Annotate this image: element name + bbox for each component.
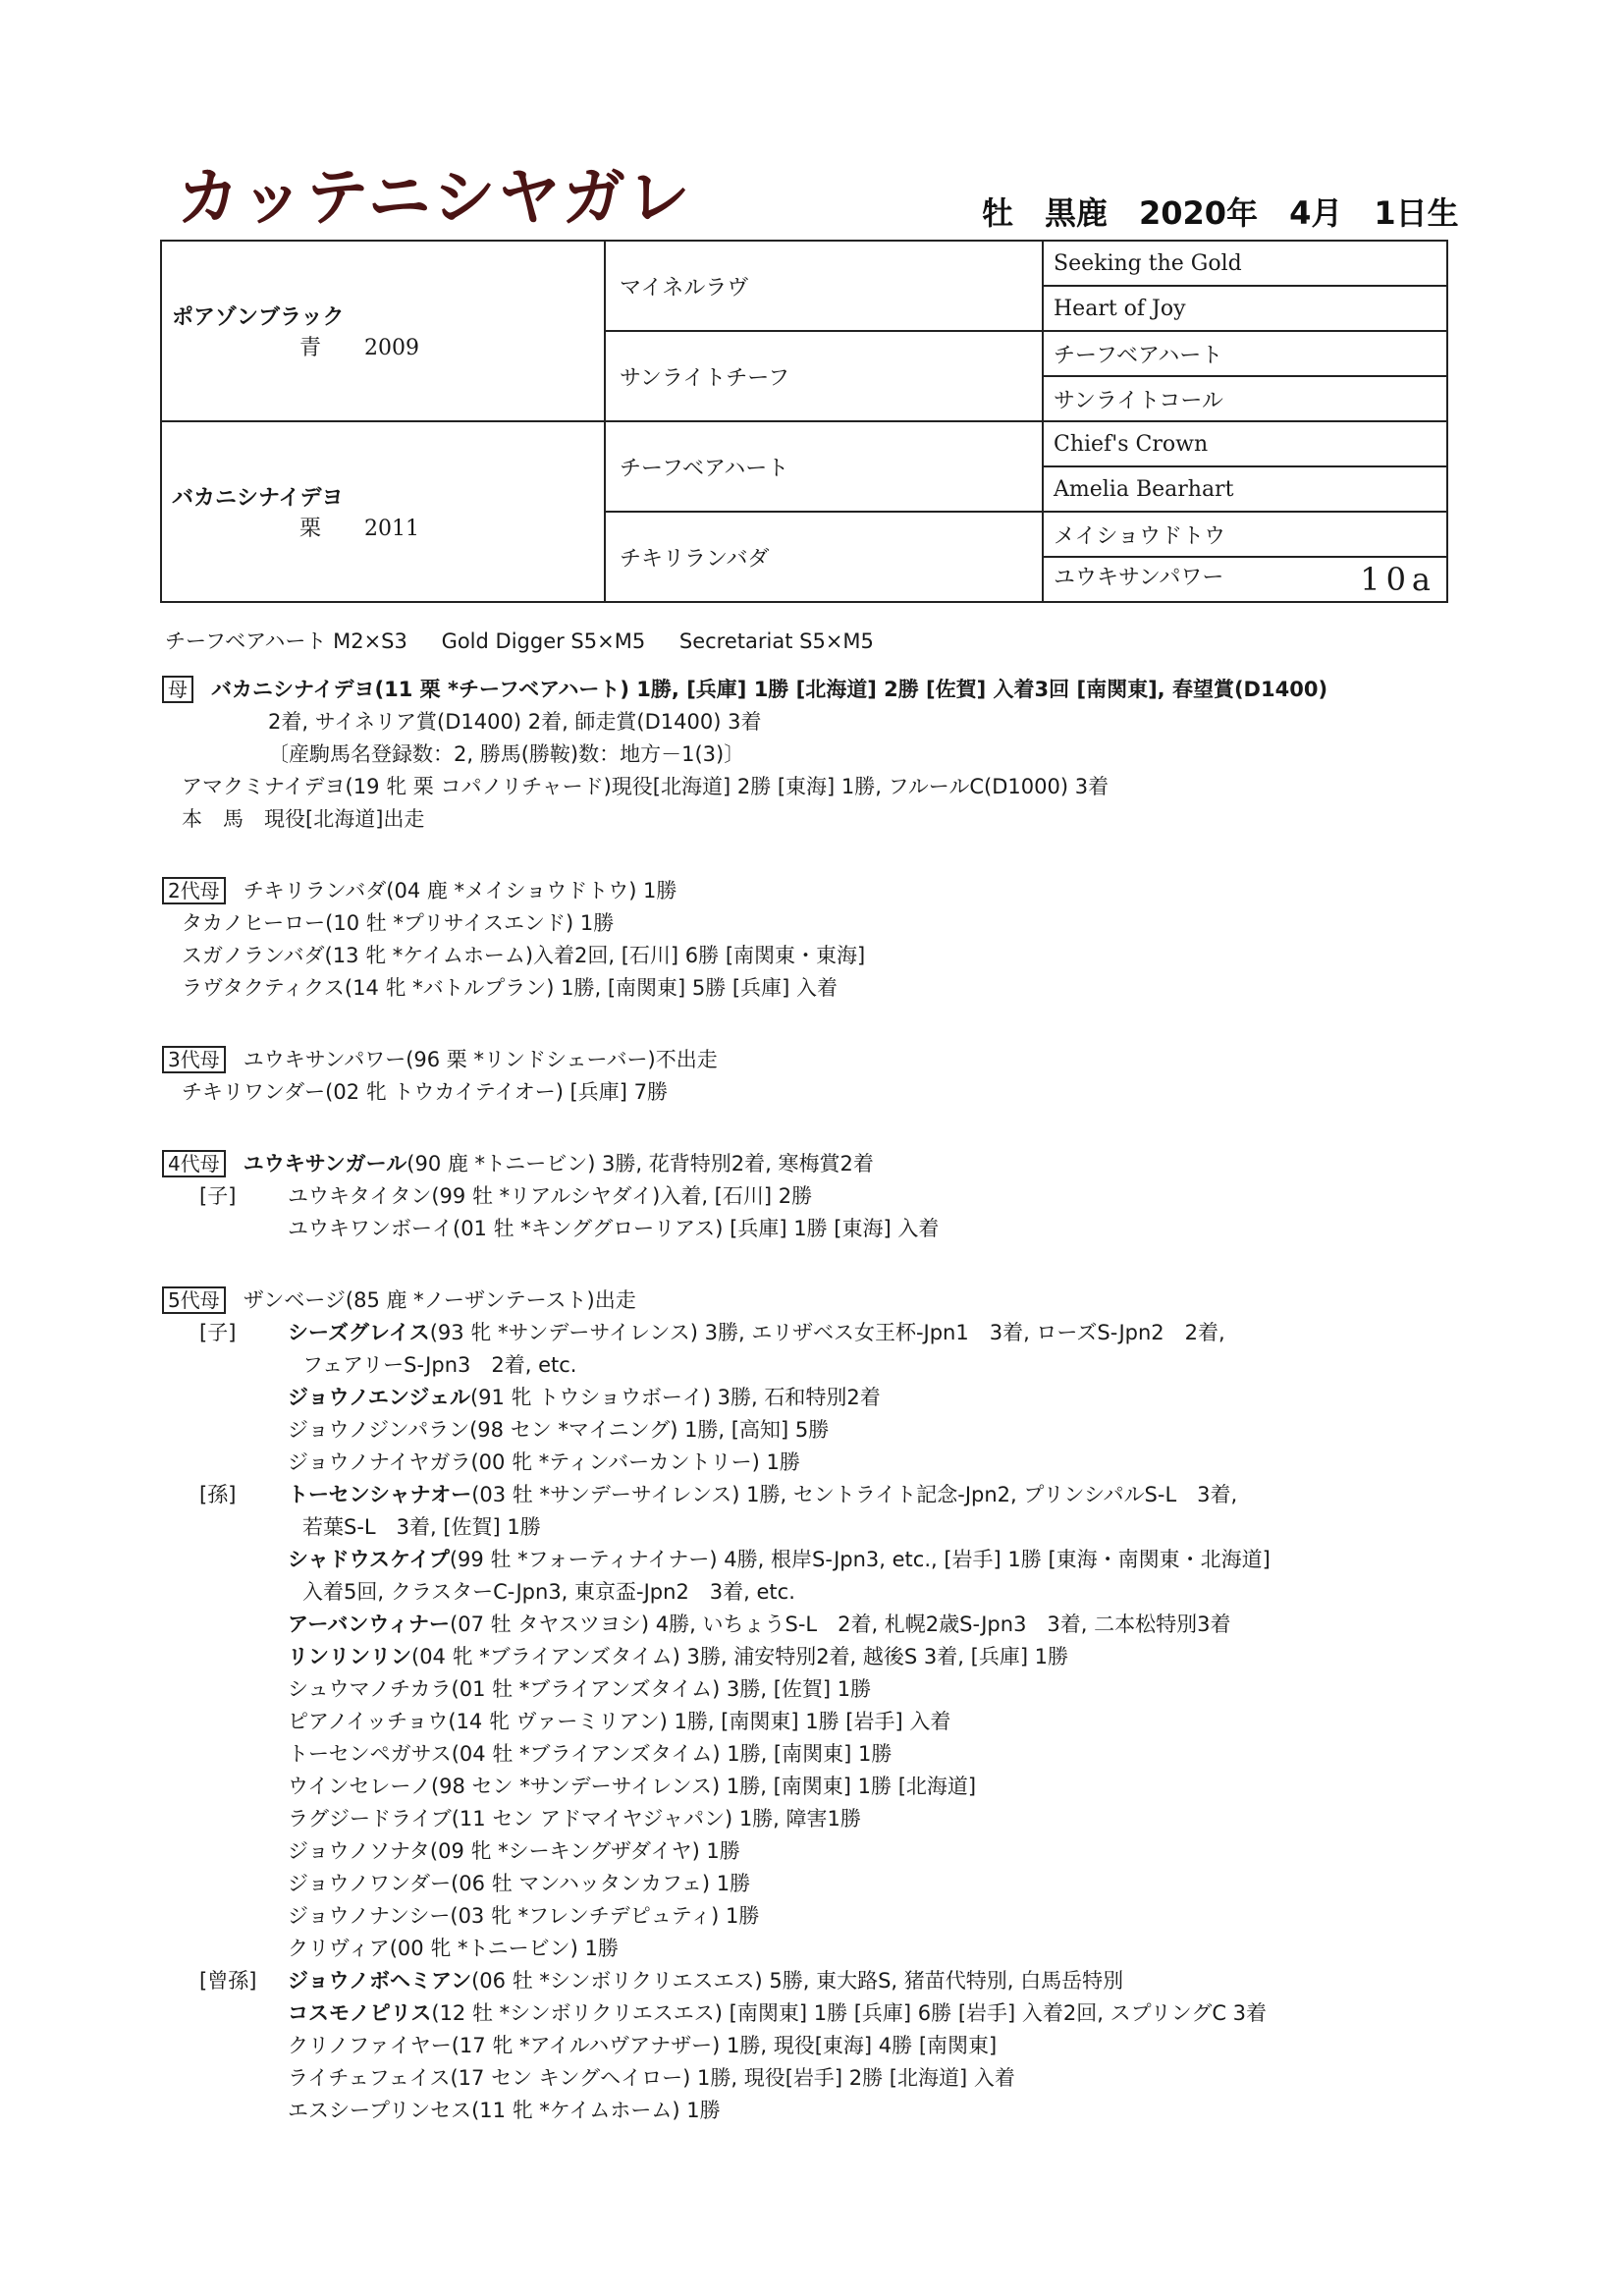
section-tag: 3代母 xyxy=(162,1046,226,1073)
second-dam-section xyxy=(162,875,1458,1005)
list-item: ラグジードライブ(11 セン アドマイヤジャパン) 1勝, 障害1勝 xyxy=(288,1807,861,1831)
ancestor-3-7: メイショウドトウ xyxy=(1043,512,1447,557)
list-item: ジョウノナンシー(03 牝 *フレンチデピュティ) 1勝 xyxy=(288,1904,760,1928)
inbreeding-3: Secretariat S5×M5 xyxy=(678,629,874,653)
ancestor-3-1: Seeking the Gold xyxy=(1043,241,1447,286)
inbreeding-1: チーフベアハート M2×S3 xyxy=(165,629,407,653)
pedigree-table xyxy=(160,240,1448,603)
dam-sire: チーフベアハート xyxy=(605,421,1043,512)
list-item: ユウキタイタン(99 牡 *リアルシヤダイ)入着, [石川] 2勝 xyxy=(288,1184,813,1208)
inbreeding-line xyxy=(165,626,901,655)
list-item: (91 牝 トウショウボーイ) 3勝, 石和特別2着 xyxy=(469,1386,881,1409)
dam-dam: チキリランバダ xyxy=(605,512,1043,602)
list-item: チキリワンダー(02 牝 トウカイテイオー) [兵庫] 7勝 xyxy=(182,1080,668,1104)
dam-produce-summary: 〔産駒馬名登録数：2, 勝馬(勝鞍)数：地方－1(3)〕 xyxy=(268,742,745,766)
ancestor-3-3: チーフベアハート xyxy=(1043,331,1447,376)
list-item-cont: フェアリーS-Jpn3 2着, etc. xyxy=(302,1353,577,1377)
sire-sire: マイネルラヴ xyxy=(605,241,1043,331)
inbreeding-2: Gold Digger S5×M5 xyxy=(441,629,646,653)
fourth-dam-name: ユウキサンガール xyxy=(243,1152,407,1175)
ancestor-3-4: サンライトコール xyxy=(1043,376,1447,421)
list-item: (04 牝 *ブライアンズタイム) 3勝, 浦安特別2着, 越後S 3着, [兵庫] 1勝 xyxy=(411,1645,1069,1668)
great-grandchildren-label: [曾孫] xyxy=(199,1969,257,1993)
children-label: [子] xyxy=(199,1184,237,1208)
list-item: ユウキワンボーイ(01 牡 *キンググローリアス) [兵庫] 1勝 [東海] 入着 xyxy=(288,1217,940,1240)
list-item: ジョウノソナタ(09 牝 *シーキングザダイヤ) 1勝 xyxy=(288,1839,740,1863)
section-tag: 5代母 xyxy=(162,1286,226,1314)
list-item: (12 牡 *シンボリクリエスエス) [南関東] 1勝 [兵庫] 6勝 [岩手] 入着2回, スプリングC 3着 xyxy=(431,2001,1268,2025)
list-item: クリノファイヤー(17 牝 *アイルハヴアナザー) 1勝, 現役[東海] 4勝 [南関東] xyxy=(288,2034,998,2057)
sire-dam: サンライトチーフ xyxy=(605,331,1043,421)
list-item: ジョウノジンパラン(98 セン *マイニング) 1勝, [高知] 5勝 xyxy=(288,1418,830,1442)
dam-cell xyxy=(161,421,605,602)
list-item-name: シャドウスケイプ xyxy=(288,1548,450,1571)
list-item: (93 牝 *サンデーサイレンス) 3勝, エリザベス女王杯-Jpn1 3着, ローズS-Jpn2 2着, xyxy=(429,1321,1225,1344)
list-item: ラヴタクティクス(14 牝 *バトルプラン) 1勝, [南関東] 5勝 [兵庫] 入着 xyxy=(182,976,838,1000)
list-item: (07 牡 タヤスツヨシ) 4勝, いちょうS-L 2着, 札幌2歳S-Jpn3 3着, 二本松特別3着 xyxy=(450,1613,1231,1636)
list-item: スガノランバダ(13 牝 *ケイムホーム)入着2回, [石川] 6勝 [南関東・東海] xyxy=(182,944,866,967)
horse-profile: 牡 黒鹿 2020年 4月 1日生 xyxy=(982,194,1459,232)
ancestor-3-6: Amelia Bearhart xyxy=(1043,466,1447,512)
list-item: ジョウノナイヤガラ(00 牝 *ティンバーカントリー) 1勝 xyxy=(288,1450,800,1474)
third-dam-section xyxy=(162,1044,1458,1109)
list-item-name: ジョウノエンジェル xyxy=(288,1386,470,1409)
second-dam-record: チキリランバダ(04 鹿 *メイショウドトウ) 1勝 xyxy=(243,879,677,902)
list-item-name: シーズグレイス xyxy=(288,1321,430,1344)
ancestor-3-2: Heart of Joy xyxy=(1043,286,1447,331)
dam-section xyxy=(162,674,1458,836)
list-item-name: アーバンウィナー xyxy=(288,1613,451,1636)
list-item: ライチェフェイス(17 セン キングヘイロー) 1勝, 現役[岩手] 2勝 [北海道] 入着 xyxy=(288,2066,1015,2090)
list-item: シュウマノチカラ(01 牡 *ブライアンズタイム) 3勝, [佐賀] 1勝 xyxy=(288,1677,872,1701)
dam-info: 栗 2011 xyxy=(299,517,419,541)
list-item-name: ジョウノボヘミアン xyxy=(288,1969,472,1993)
list-item: トーセンペガサス(04 牡 *ブライアンズタイム) 1勝, [南関東] 1勝 xyxy=(288,1742,893,1766)
grandchildren-label: [孫] xyxy=(199,1483,237,1506)
list-item-name: リンリンリン xyxy=(288,1645,411,1668)
list-item: ウインセレーノ(98 セン *サンデーサイレンス) 1勝, [南関東] 1勝 [北海道] xyxy=(288,1775,977,1798)
horse-name-title: カッテニシヤガレ xyxy=(177,162,692,235)
list-item-cont: 入着5回, クラスターC-Jpn3, 東京盃-Jpn2 3着, etc. xyxy=(302,1580,795,1604)
list-item-cont: 若葉S-L 3着, [佐賀] 1勝 xyxy=(302,1515,541,1539)
list-item-name: コスモノピリス xyxy=(288,2001,432,2025)
sire-name: ポアゾンブラック xyxy=(172,305,345,330)
section-tag: 2代母 xyxy=(162,877,226,904)
ancestor-3-5: Chief's Crown xyxy=(1043,421,1447,466)
third-dam-record: ユウキサンパワー(96 栗 *リンドシェーバー)不出走 xyxy=(243,1048,718,1071)
fifth-dam-record: ザンベージ(85 鹿 *ノーザンテースト)出走 xyxy=(243,1288,636,1312)
ancestor-3-8-name: ユウキサンパワー xyxy=(1054,566,1224,590)
list-item: ジョウノワンダー(06 牡 マンハッタンカフェ) 1勝 xyxy=(288,1872,751,1895)
list-item-name: トーセンシャナオー xyxy=(288,1483,472,1506)
fifth-dam-section xyxy=(162,1285,1458,2127)
children-label: [子] xyxy=(199,1321,237,1344)
fourth-dam-record: (90 鹿 *トニービン) 3勝, 花背特別2着, 寒梅賞2着 xyxy=(406,1152,874,1175)
sire-cell xyxy=(161,241,605,421)
this-horse: 本 馬 現役[北海道]出走 xyxy=(182,807,425,831)
family-number: 10a xyxy=(1360,561,1436,598)
fourth-dam-section xyxy=(162,1148,1458,1245)
list-item: エスシープリンセス(11 牝 *ケイムホーム) 1勝 xyxy=(288,2099,721,2122)
dam-produce-1: アマクミナイデヨ(19 牝 栗 コパノリチャード)現役[北海道] 2勝 [東海] 1勝, フルールC(D1000) 3着 xyxy=(182,775,1110,798)
sire-info: 青 2009 xyxy=(299,336,419,360)
list-item: (06 牡 *シンボリクリエスエス) 5勝, 東大路S, 猪苗代特別, 白馬岳特別 xyxy=(471,1969,1124,1993)
section-tag: 母 xyxy=(162,676,193,703)
family-sections xyxy=(162,674,1458,2166)
list-item: ピアノイッチョウ(14 牝 ヴァーミリアン) 1勝, [南関東] 1勝 [岩手] 入着 xyxy=(288,1710,951,1733)
dam-name: バカニシナイデヨ xyxy=(172,486,344,511)
dam-record-cont: 2着, サイネリア賞(D1400) 2着, 師走賞(D1400) 3着 xyxy=(268,710,762,734)
list-item: クリヴィア(00 牝 *トニービン) 1勝 xyxy=(288,1937,619,1960)
dam-record: バカニシナイデヨ(11 栗 *チーフベアハート) 1勝, [兵庫] 1勝 [北海道] 2勝 [佐賀] 入着3回 [南関東], 春望賞(D1400) xyxy=(211,678,1328,701)
ancestor-3-8 xyxy=(1043,557,1447,602)
list-item: (03 牡 *サンデーサイレンス) 1勝, セントライト記念-Jpn2, プリンシパルS-L 3着, xyxy=(471,1483,1238,1506)
section-tag: 4代母 xyxy=(162,1150,226,1177)
list-item: (99 牡 *フォーティナイナー) 4勝, 根岸S-Jpn3, etc., [岩手] 1勝 [東海・南関東・北海道] xyxy=(449,1548,1271,1571)
list-item: タカノヒーロー(10 牡 *プリサイスエンド) 1勝 xyxy=(182,911,615,935)
